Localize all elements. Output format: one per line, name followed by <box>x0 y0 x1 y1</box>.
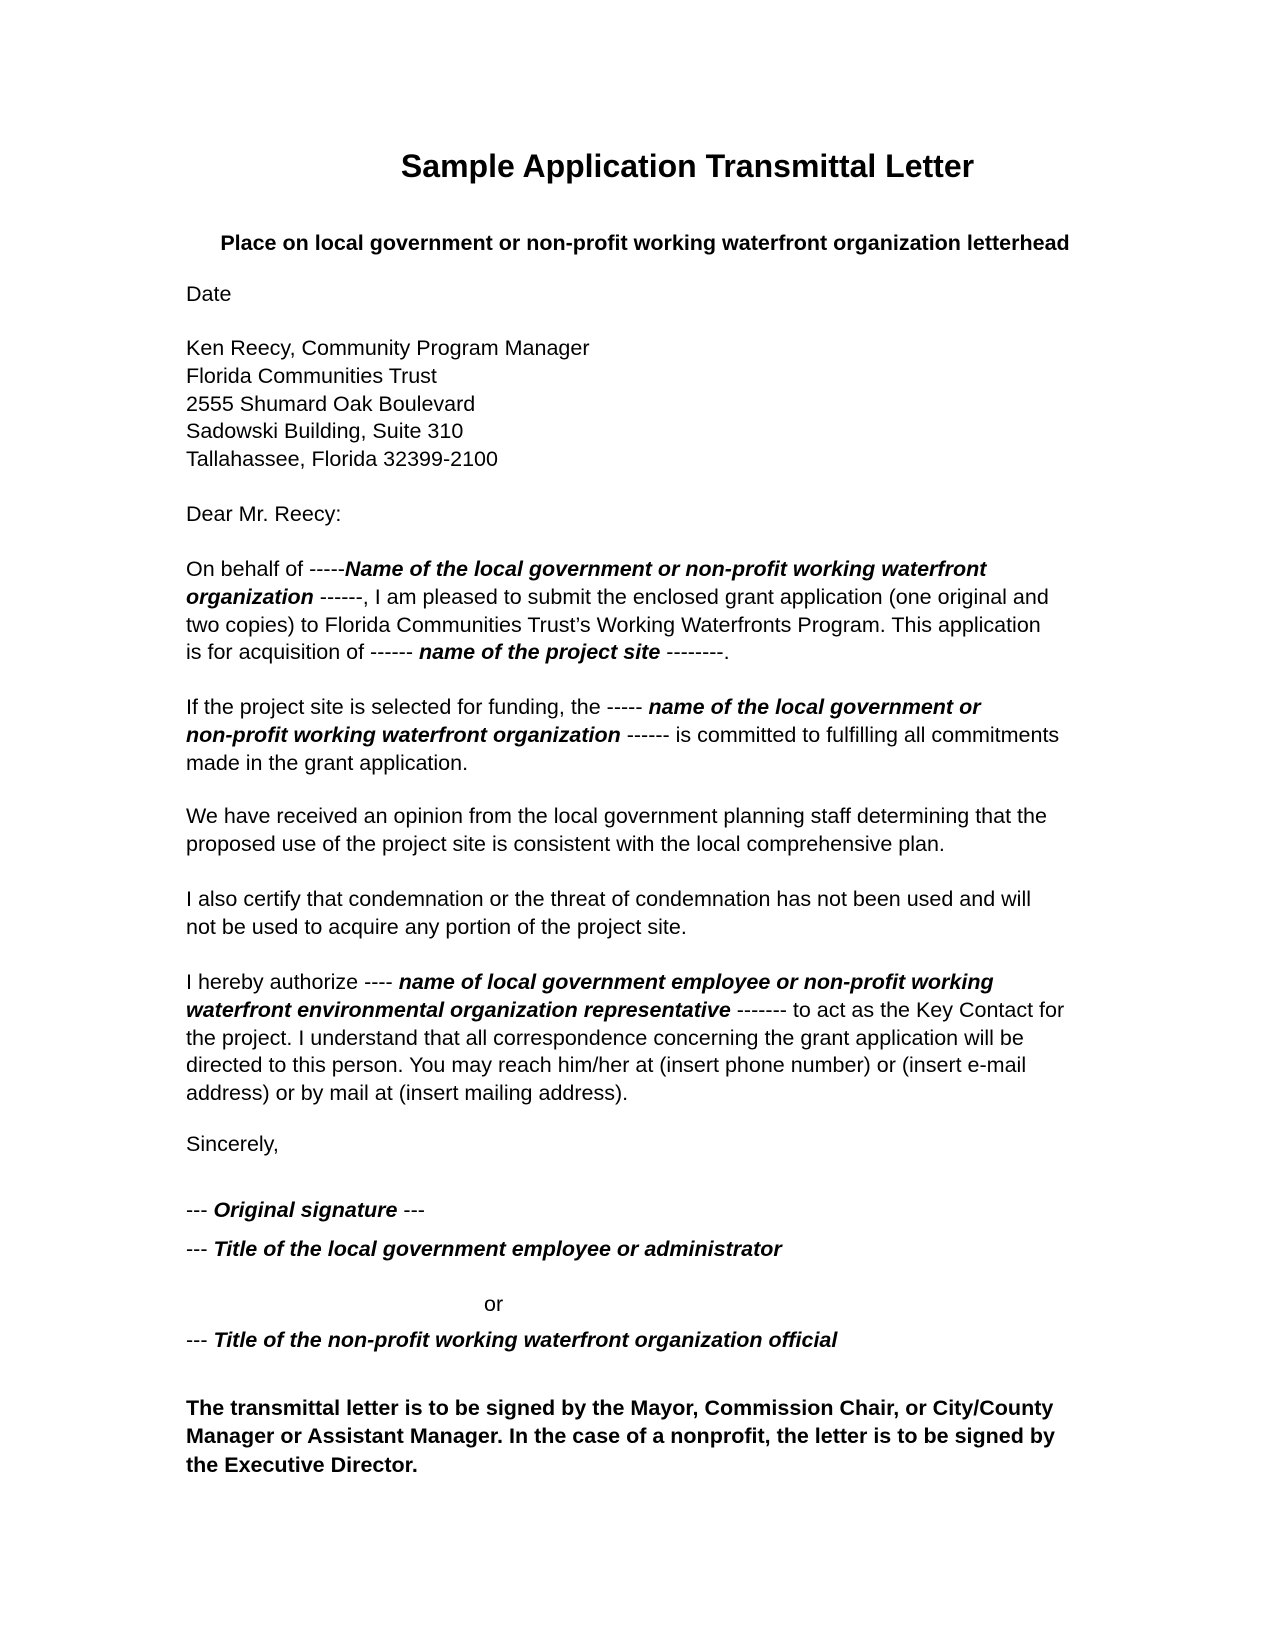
text-run: ------- to act as the Key Contact for <box>730 997 1065 1022</box>
address-line-3: 2555 Shumard Oak Boulevard <box>186 391 476 416</box>
text-run: On behalf of ----- <box>186 557 345 581</box>
text-run: --- <box>186 1198 214 1222</box>
placeholder-text: name of local government employee or non-profit working <box>398 970 994 994</box>
placeholder-text: Title of the non-profit working waterfront organization official <box>213 1328 838 1352</box>
paragraph-condemnation <box>186 886 1126 942</box>
paragraph-authorize <box>186 969 1126 1108</box>
paragraph-funding <box>186 694 1126 777</box>
date-line: Date <box>186 282 232 306</box>
address-line-4: Sadowski Building, Suite 310 <box>186 419 464 444</box>
paragraph-line <box>186 639 1126 667</box>
paragraph-line <box>186 556 1126 584</box>
paragraph-line <box>186 584 1126 612</box>
salutation: Dear Mr. Reecy: <box>186 502 342 526</box>
closing: Sincerely, <box>186 1132 279 1156</box>
text-run: --- <box>186 1237 214 1261</box>
text-run: --- <box>186 1328 214 1352</box>
placeholder-text: non-profit working waterfront organization <box>186 722 621 747</box>
paragraph-line: directed to this person. You may reach him/her at (insert phone number) or (insert e-mail <box>186 1053 1027 1078</box>
signing-instructions <box>186 1394 1126 1479</box>
paragraph-line <box>186 694 1126 722</box>
paragraph-line: not be used to acquire any portion of the project site. <box>186 914 687 939</box>
placeholder-text: Name of the local government or non-profit working waterfront <box>344 557 987 581</box>
text-run: ------, I am pleased to submit the enclosed grant application (one original and <box>313 584 1049 609</box>
paragraph-line <box>186 722 1126 750</box>
paragraph-line: two copies) to Florida Communities Trust’s Working Waterfronts Program. This application <box>186 612 1041 637</box>
paragraph-line: the project. I understand that all correspondence concerning the grant application will be <box>186 1025 1024 1050</box>
placeholder-text: organization <box>186 584 314 609</box>
paragraph-line <box>186 969 1126 997</box>
placeholder-text: waterfront environmental organization representative <box>186 997 731 1022</box>
address-line-1: Ken Reecy, Community Program Manager <box>186 336 590 360</box>
note-line: Manager or Assistant Manager. In the case of a nonprofit, the letter is to be signed by <box>186 1424 1055 1449</box>
or-separator: or <box>484 1292 504 1316</box>
page-title: Sample Application Transmittal Letter <box>400 148 975 184</box>
placeholder-text: Title of the local government employee or administrator <box>213 1237 782 1261</box>
paragraph-line: I also certify that condemnation or the threat of condemnation has not been used and will <box>186 887 1031 911</box>
paragraph-behalf <box>186 556 1126 667</box>
paragraph-line: made in the grant application. <box>186 750 469 775</box>
text-run: --- <box>397 1198 425 1222</box>
paragraph-line <box>186 997 1126 1025</box>
text-run: I hereby authorize ---- <box>186 970 399 994</box>
text-run: --------. <box>660 640 730 665</box>
note-line: the Executive Director. <box>186 1452 418 1477</box>
signature-line <box>186 1197 1126 1225</box>
signer-title-government <box>186 1236 1126 1264</box>
address-line-5: Tallahassee, Florida 32399-2100 <box>186 447 498 472</box>
letterhead-instruction: Place on local government or non-profit working waterfront organization letterhead <box>220 231 1070 255</box>
paragraph-opinion <box>186 803 1126 859</box>
placeholder-text: name of the local government or <box>648 695 981 719</box>
paragraph-line: address) or by mail at (insert mailing address). <box>186 1081 629 1106</box>
address-line-2: Florida Communities Trust <box>186 363 437 388</box>
placeholder-text: name of the project site <box>418 640 661 665</box>
text-run: If the project site is selected for funding, the ----- <box>186 695 649 719</box>
signer-title-nonprofit <box>186 1327 1126 1355</box>
placeholder-text: Original signature <box>213 1198 398 1222</box>
paragraph-line: proposed use of the project site is consistent with the local comprehensive plan. <box>186 831 945 856</box>
text-run: is for acquisition of ------ <box>186 640 419 665</box>
paragraph-line: We have received an opinion from the local government planning staff determining that the <box>186 804 1047 828</box>
note-line: The transmittal letter is to be signed by the Mayor, Commission Chair, or City/County <box>186 1396 1054 1420</box>
recipient-address <box>186 335 1126 474</box>
text-run: ------ is committed to fulfilling all commitments <box>620 722 1060 747</box>
